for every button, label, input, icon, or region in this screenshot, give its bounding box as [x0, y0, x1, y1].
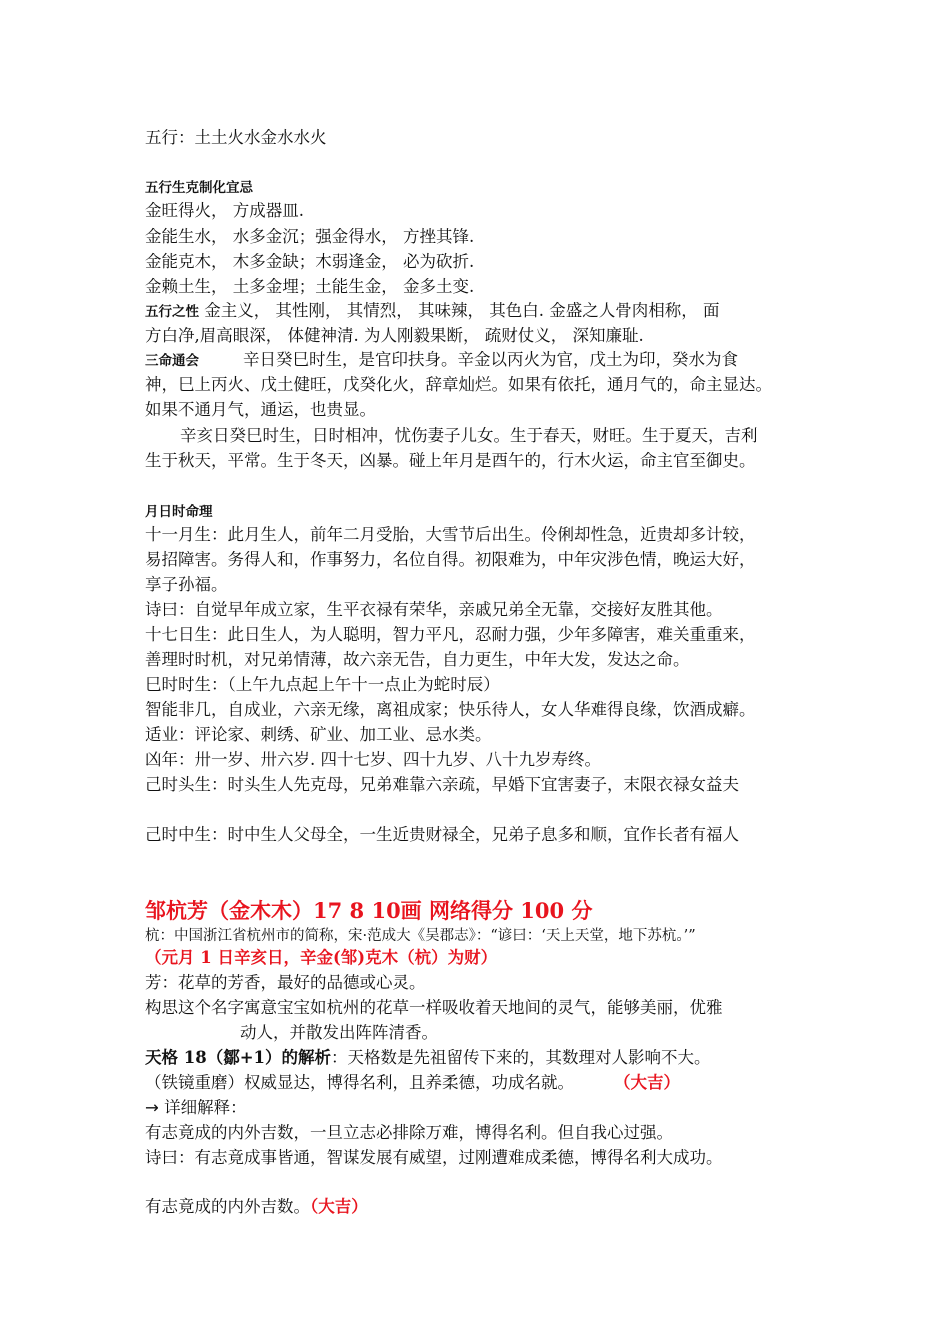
text-line: 生于秋天，平常。生于冬天，凶暴。碰上年月是酉午的，行木火运，命主官至御史。	[145, 451, 756, 470]
text-line: 金赖土生， 土多金埋；土能生金， 金多土变.	[145, 277, 475, 296]
text-line	[145, 1071, 680, 1095]
text-line: 芳：花草的芳香，最好的品德或心灵。	[145, 973, 426, 992]
text-line: 己时中生：时中生人父母全，一生近贵财禄全，兄弟子息多和顺，宜作长者有福人	[145, 825, 739, 844]
text-line: 杭：中国浙江省杭州市的简称，宋·范成大《吴郡志》：“谚曰：‘天上天堂，地下苏杭。’”	[145, 928, 696, 944]
text-line: 神，巳上丙火、戊土健旺，戊癸化火，辞章灿烂。如果有依托，通月气的，命主显达。	[145, 375, 772, 394]
inline-heading-tiange: 天格 18（鄒+1）的解析	[145, 1048, 332, 1067]
text-line: 辛亥日癸巳时生，日时相冲，忧伤妻子儿女。生于春天，财旺。生于夏天，吉利	[180, 426, 758, 445]
text-line	[145, 299, 719, 324]
text-line: 善理时时机，对兄弟情薄，故六亲无告，自力更生，中年大发，发达之命。	[145, 650, 690, 669]
text-line	[145, 1096, 247, 1120]
text-line: 构思这个名字寓意宝宝如杭州的花草一样吸收着天地间的灵气，能够美丽，优雅	[145, 998, 723, 1017]
text-line: 享子孙福。	[145, 575, 228, 594]
text-line: 金能生水， 水多金沉；强金得水， 方挫其锋.	[145, 227, 475, 246]
birth-note: （元月 1 日辛亥日，辛金(邹)克木（杭）为财）	[145, 948, 498, 967]
text-line	[145, 348, 738, 373]
text-line: 诗曰：自觉早年成立家，生平衣禄有荣华，亲戚兄弟全无靠，交接好友胜其他。	[145, 600, 723, 619]
text-line: 动人，并散发出阵阵清香。	[240, 1023, 438, 1042]
text-fragment: ：天格数是先祖留传下来的，其数理对人影响不大。	[331, 1048, 711, 1067]
text-line: 金旺得火， 方成器皿.	[145, 201, 304, 220]
section-heading-shengke: 五行生克制化宜忌	[145, 180, 253, 196]
inline-heading-wuxing-nature: 五行之性	[145, 304, 199, 320]
inline-heading-sanming: 三命通会	[145, 353, 199, 369]
text-fragment: 金主义， 其性刚， 其情烈， 其味辣， 其色白. 金盛之人骨肉相称， 面	[199, 301, 720, 320]
text-line: 十七日生：此日生人，为人聪明，智力平凡，忍耐力强，少年多障害，难关重重来，	[145, 625, 756, 644]
text-line: 凶年：卅一岁、卅六岁. 四十七岁、四十九岁、八十九岁寿终。	[145, 750, 601, 769]
text-fragment: （铁镜重磨）权威显达，博得名利，且养柔德，功成名就。	[145, 1073, 574, 1092]
text-fragment: 辛日癸巳时生，是官印扶身。辛金以丙火为官，戊土为印，癸水为食	[243, 350, 738, 369]
text-line: 金能克木， 木多金缺；木弱逢金， 必为砍折.	[145, 252, 475, 271]
daji-badge: （大吉）	[310, 1197, 368, 1216]
text-line	[145, 1195, 368, 1219]
text-line	[145, 1046, 711, 1070]
text-line: 易招障害。务得人和，作事努力，名位自得。初限难为，中年灾涉色情，晚运大好，	[145, 550, 756, 569]
text-line: 有志竟成的内外吉数，一旦立志必排除万难，博得名利。但自我心过强。	[145, 1123, 673, 1142]
wuxing-line: 五行：土土火水金水水火	[145, 128, 327, 147]
text-fragment: 有志竟成的内外吉数。	[145, 1197, 310, 1216]
text-line: 适业：评论家、刺绣、矿业、加工业、忌水类。	[145, 725, 492, 744]
daji-badge: （大吉）	[614, 1073, 680, 1092]
text-line: 十一月生：此月生人，前年二月受胎，大雪节后出生。伶俐却性急，近贵却多计较，	[145, 525, 756, 544]
text-line: 己时头生：时头生人先克母，兄弟难靠六亲疏，早婚下宜害妻子，末限衣禄女益夫	[145, 775, 739, 794]
arrow-right-icon: →	[145, 1098, 159, 1117]
text-line: 方白净,眉高眼深， 体健神清. 为人刚毅果断， 疏财仗义， 深知廉耻.	[145, 326, 644, 345]
text-line: 智能非几，自成业，六亲无缘，离祖成家；快乐待人，女人华难得良缘，饮酒成癖。	[145, 700, 756, 719]
text-line: 巳时时生：（上午九点起上午十一点止为蛇时辰）	[145, 675, 500, 694]
text-line: 诗曰：有志竟成事皆通，智谋发展有威望，过刚遭难成柔德，博得名利大成功。	[145, 1148, 723, 1167]
text-line: 如果不通月气，通运，也贵显。	[145, 400, 376, 419]
text-fragment: 详细解释：	[158, 1098, 247, 1117]
name-title: 邹杭芳（金木木）17 8 10画 网络得分 100 分	[145, 898, 593, 923]
section-heading-yuerishi: 月日时命理	[145, 504, 213, 520]
